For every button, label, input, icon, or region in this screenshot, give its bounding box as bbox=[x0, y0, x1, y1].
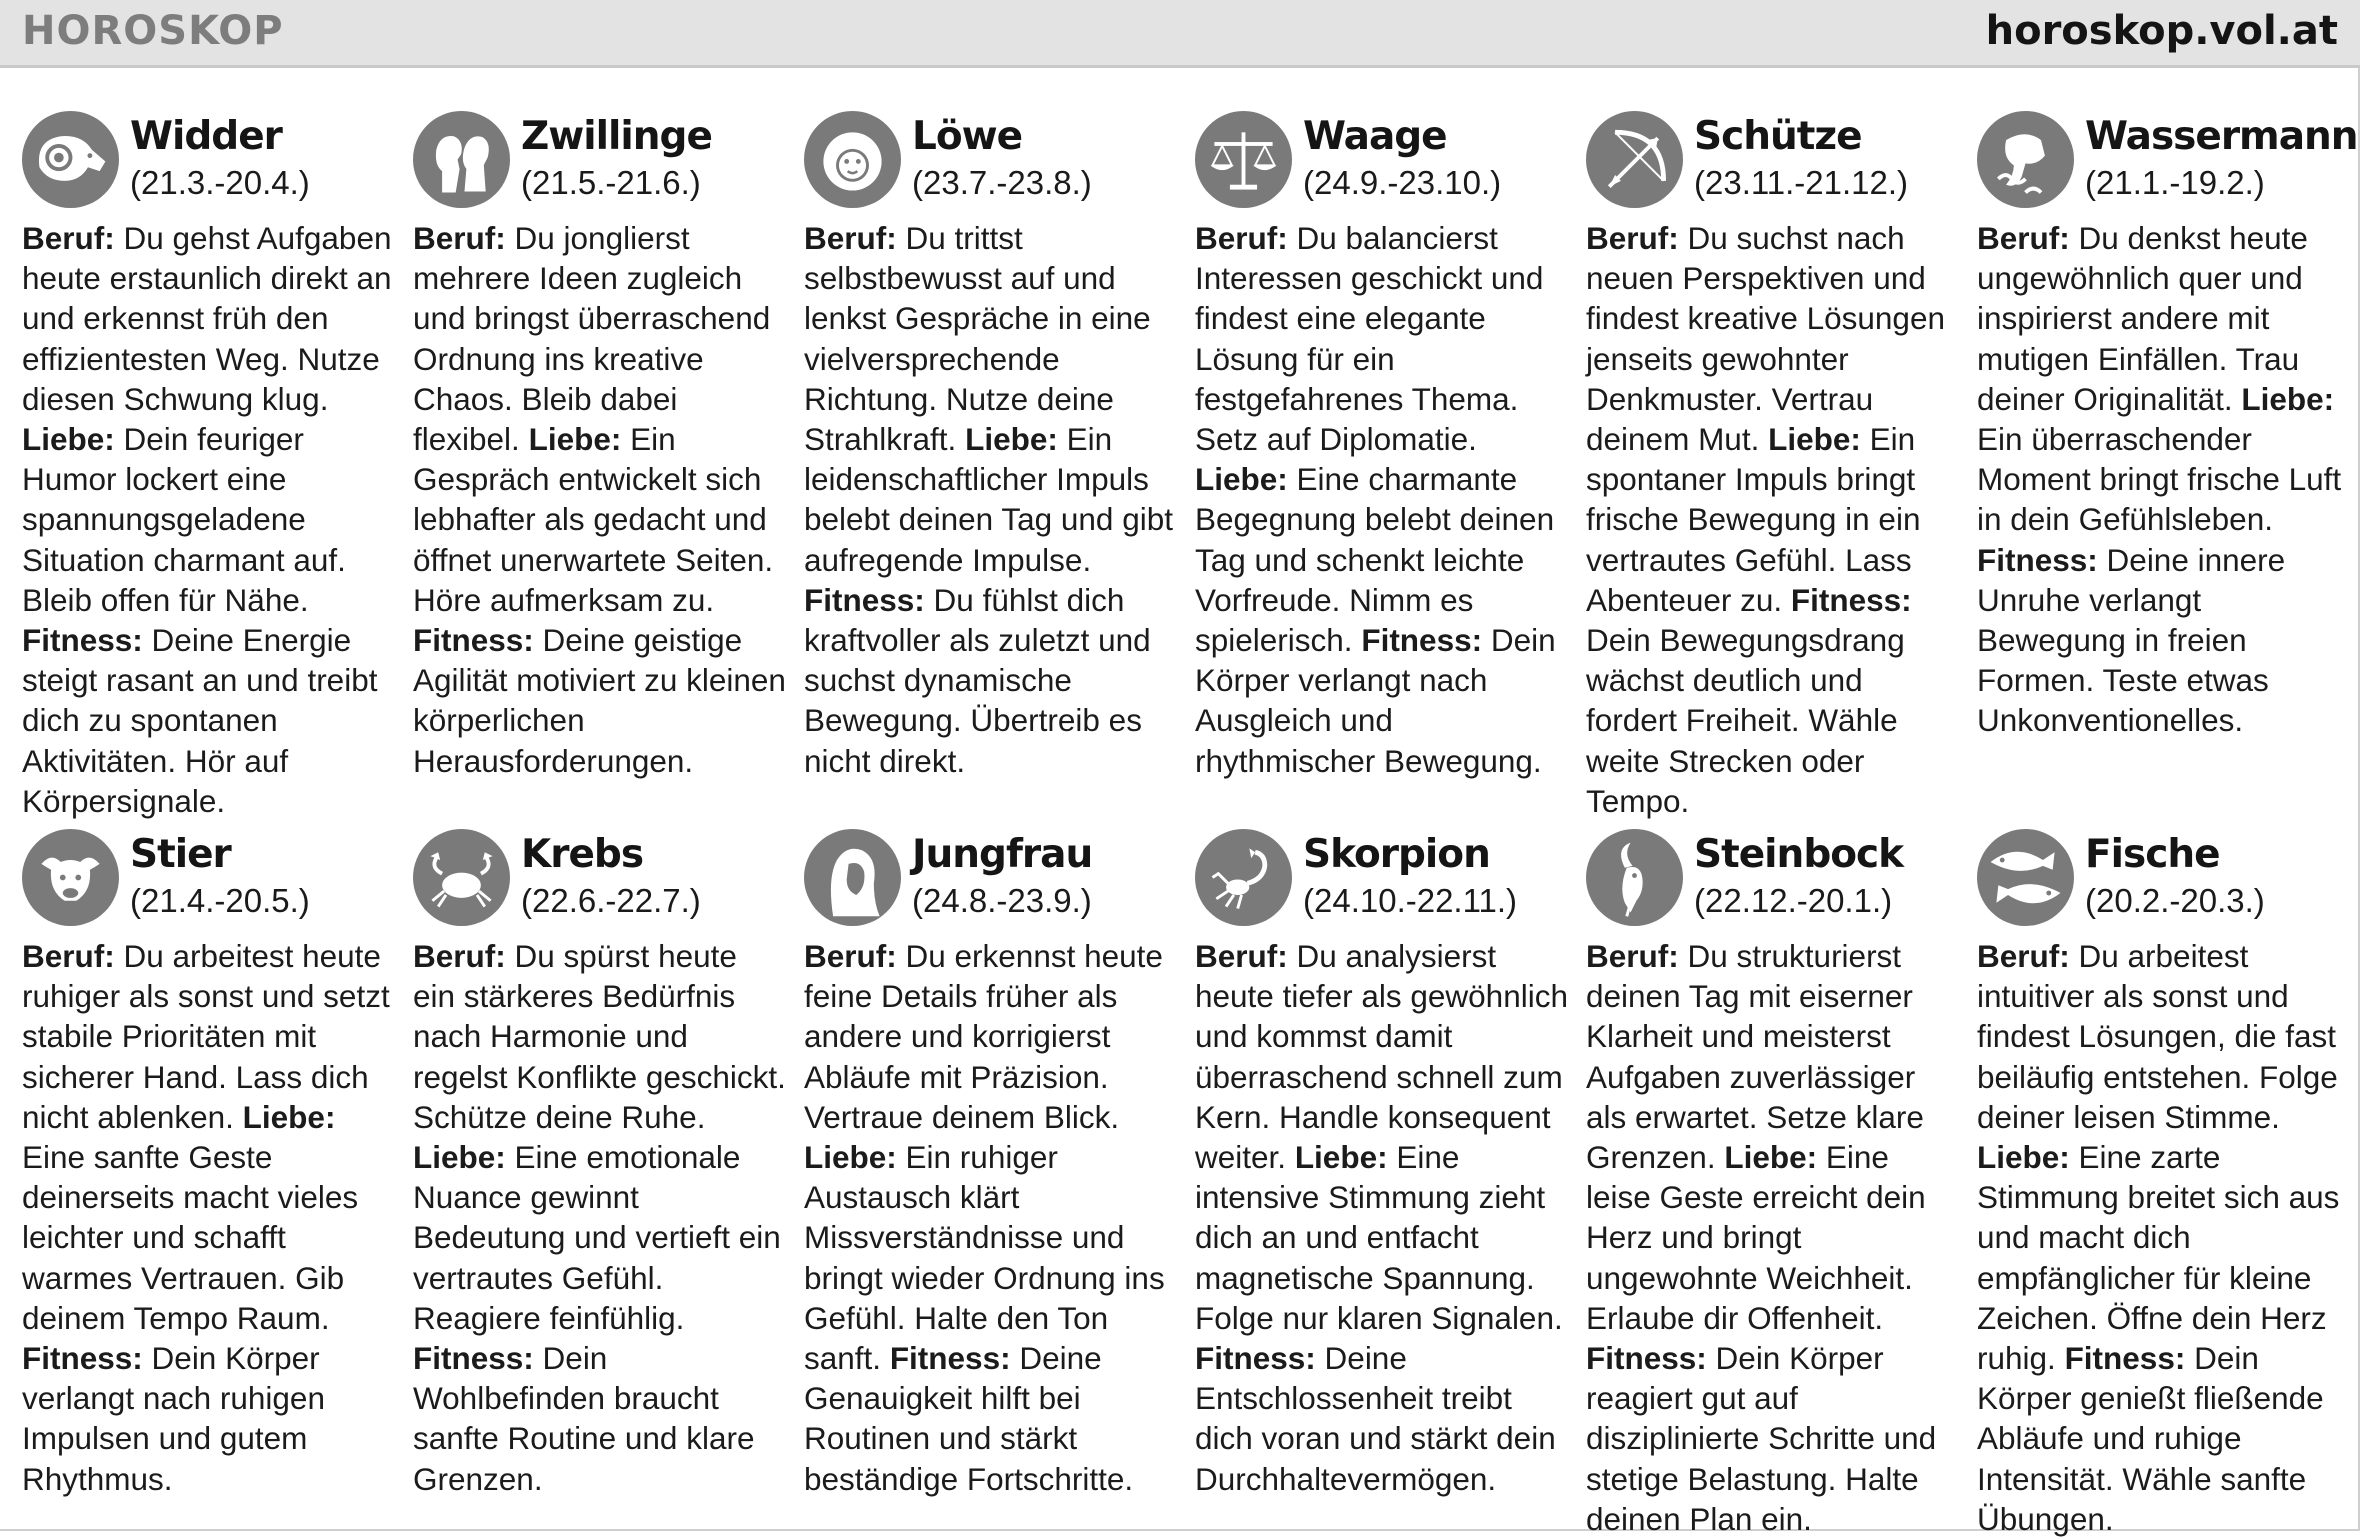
sign-text bbox=[1977, 218, 2351, 741]
scorpion-icon bbox=[1195, 829, 1292, 926]
liebe-label: Liebe: bbox=[965, 421, 1058, 458]
fitness-label: Fitness: bbox=[413, 622, 534, 659]
sign-steinbock bbox=[1586, 826, 1960, 1537]
beruf-label: Beruf: bbox=[1195, 938, 1288, 974]
fitness-text: Deine geistige Agilität motiviert zu kleinen körperlichen Herausforderungen. bbox=[413, 622, 786, 779]
fitness-text: Deine Energie steigt rasant an und treibt dich zu spontanen Aktivitäten. Hör auf Körpersignale. bbox=[22, 622, 378, 819]
sign-text bbox=[804, 218, 1178, 781]
sign-dates: (21.3.-20.4.) bbox=[130, 164, 310, 201]
sign-dates: (24.8.-23.9.) bbox=[912, 882, 1092, 919]
liebe-label: Liebe: bbox=[2241, 380, 2335, 417]
fitness-label: Fitness: bbox=[22, 622, 143, 659]
liebe-label: Liebe: bbox=[804, 1139, 897, 1176]
beruf-text: Du gehst Aufgaben heute erstaunlich direkt an und erkennst früh den effizientesten Weg. Nutze diesen Schwung klug. bbox=[22, 220, 392, 417]
fitness-label: Fitness: bbox=[413, 1340, 534, 1377]
liebe-label: Liebe: bbox=[1294, 1139, 1388, 1176]
sign-name: Stier bbox=[130, 832, 231, 877]
beruf-label: Beruf: bbox=[804, 220, 897, 256]
fish-icon bbox=[1977, 829, 2074, 926]
ram-icon bbox=[22, 111, 119, 208]
sign-name: Skorpion bbox=[1303, 832, 1490, 877]
beruf-label: Beruf: bbox=[804, 938, 897, 974]
liebe-text: Eine leise Geste erreicht dein Herz und bringt ungewohnte Weichheit. Erlaube dir Offenheit. bbox=[1586, 1139, 1926, 1336]
site-link[interactable]: horoskop.vol.at bbox=[1985, 8, 2338, 54]
page-title: HOROSKOP bbox=[22, 8, 284, 54]
sign-name: Wassermann bbox=[2085, 114, 2358, 159]
sign-text bbox=[1195, 218, 1569, 781]
sign-loewe bbox=[804, 108, 1178, 826]
fitness-text: Du fühlst dich kraftvoller als zuletzt und suchst dynamische Bewegung. Übertreib es nicht direkt. bbox=[804, 581, 1151, 779]
beruf-text: Du analysierst heute tiefer als gewöhnlich und kommst damit überraschend schnell zum Kern. Handle konsequent weiter. bbox=[1195, 938, 1568, 1176]
scales-icon bbox=[1195, 111, 1292, 208]
sign-name: Schütze bbox=[1694, 114, 1862, 159]
fitness-text: Deine innere Unruhe verlangt Bewegung in freien Formen. Teste etwas Unkonventionelles. bbox=[1977, 541, 2286, 739]
fitness-text: Dein Körper verlangt nach Ausgleich und rhythmischer Bewegung. bbox=[1195, 622, 1556, 779]
twins-icon bbox=[413, 111, 510, 208]
sign-dates: (24.10.-22.11.) bbox=[1303, 882, 1518, 919]
fitness-text: Deine Genauigkeit hilft bei Routinen und stärkt beständige Fortschritte. bbox=[804, 1340, 1134, 1497]
fitness-text: Dein Körper verlangt nach ruhigen Impulsen und gutem Rhythmus. bbox=[22, 1340, 325, 1497]
liebe-label: Liebe: bbox=[1195, 461, 1288, 498]
sign-dates: (22.12.-20.1.) bbox=[1694, 882, 1893, 919]
sign-dates: (23.11.-21.12.) bbox=[1694, 164, 1909, 201]
beruf-label: Beruf: bbox=[1586, 938, 1679, 974]
crab-icon bbox=[413, 829, 510, 926]
fitness-label: Fitness: bbox=[1977, 541, 2098, 578]
liebe-text: Eine sanfte Geste deinerseits macht vieles leichter und schafft warmes Vertrauen. Gib deinem Tempo Raum. bbox=[22, 1139, 359, 1336]
sign-waage bbox=[1195, 108, 1569, 826]
virgin-icon bbox=[804, 829, 901, 926]
lion-icon bbox=[804, 111, 901, 208]
sign-text bbox=[413, 218, 787, 781]
beruf-label: Beruf: bbox=[22, 938, 115, 974]
fitness-text: Dein Wohlbefinden braucht sanfte Routine und klare Grenzen. bbox=[413, 1340, 755, 1497]
sign-wassermann bbox=[1977, 108, 2358, 826]
sign-schuetze bbox=[1586, 108, 1960, 826]
sign-text bbox=[1586, 936, 1960, 1539]
sign-name: Jungfrau bbox=[912, 832, 1093, 877]
liebe-text: Eine zarte Stimmung breitet sich aus und macht dich empfänglicher für kleine Zeichen. Öffne dein Herz ruhig. bbox=[1977, 1139, 2340, 1377]
sign-name: Löwe bbox=[912, 114, 1023, 159]
sign-dates: (22.6.-22.7.) bbox=[521, 882, 701, 919]
fitness-label: Fitness: bbox=[889, 1340, 1011, 1377]
liebe-text: Ein Gespräch entwickelt sich lebhafter als gedacht und öffnet unerwartete Seiten. Höre aufmerksam zu. bbox=[413, 421, 774, 618]
liebe-label: Liebe: bbox=[1977, 1139, 2070, 1176]
sign-skorpion bbox=[1195, 826, 1569, 1506]
beruf-label: Beruf: bbox=[1977, 220, 2070, 256]
sign-text bbox=[22, 936, 396, 1499]
sign-name: Krebs bbox=[521, 832, 644, 877]
sign-dates: (20.2.-20.3.) bbox=[2085, 882, 2265, 919]
sign-dates: (21.5.-21.6.) bbox=[521, 164, 701, 201]
beruf-text: Du arbeitest heute ruhiger als sonst und setzt stabile Prioritäten mit sicherer Hand. Lass dich nicht ablenken. bbox=[22, 938, 390, 1135]
fitness-text: Dein Körper genießt fließende Abläufe und ruhige Intensität. Wähle sanfte Übungen. bbox=[1977, 1340, 2324, 1537]
sign-text bbox=[1195, 936, 1569, 1499]
fitness-label: Fitness: bbox=[804, 581, 925, 618]
beruf-label: Beruf: bbox=[413, 220, 506, 256]
sign-dates: (21.4.-20.5.) bbox=[130, 882, 310, 919]
liebe-text: Eine charmante Begegnung belebt deinen Tag und schenkt leichte Vorfreude. Nimm es spielerisch. bbox=[1195, 461, 1555, 659]
sign-dates: (24.9.-23.10.) bbox=[1303, 164, 1502, 201]
sign-name: Waage bbox=[1303, 114, 1447, 159]
fitness-text: Deine Entschlossenheit treibt dich voran und stärkt dein Durchhaltevermögen. bbox=[1195, 1340, 1556, 1497]
beruf-text: Du jonglierst mehrere Ideen zugleich und bringst überraschend Ordnung ins kreative Chaos. Bleib dabei flexibel. bbox=[413, 220, 771, 458]
liebe-text: Eine intensive Stimmung zieht dich an und entfacht magnetische Spannung. Folge nur klaren Signalen. bbox=[1195, 1139, 1563, 1336]
sign-text bbox=[1586, 218, 1960, 821]
sign-dates: (21.1.-19.2.) bbox=[2085, 164, 2265, 201]
sign-krebs bbox=[413, 826, 787, 1506]
sign-text bbox=[22, 218, 396, 821]
liebe-text: Ein überraschender Moment bringt frische Luft in dein Gefühlsleben. bbox=[1977, 421, 2342, 538]
bull-icon bbox=[22, 829, 119, 926]
sign-zwillinge bbox=[413, 108, 787, 826]
beruf-label: Beruf: bbox=[1977, 938, 2070, 974]
beruf-text: Du spürst heute ein stärkeres Bedürfnis nach Harmonie und regelst Konflikte geschickt. Schütze deine Ruhe. bbox=[413, 938, 786, 1135]
liebe-text: Ein leidenschaftlicher Impuls belebt deinen Tag und gibt aufregende Impulse. bbox=[804, 421, 1173, 578]
fitness-label: Fitness: bbox=[1790, 581, 1912, 618]
liebe-text: Ein ruhiger Austausch klärt Missverständnisse und bringt wieder Ordnung ins Gefühl. Halte den Ton sanft. bbox=[804, 1139, 1165, 1377]
liebe-text: Ein spontaner Impuls bringt frische Bewegung in ein vertrautes Gefühl. Lass Abenteuer zu. bbox=[1586, 421, 1921, 618]
sign-text bbox=[1977, 936, 2351, 1539]
beruf-text: Du erkennst heute feine Details früher als andere und korrigierst Abläufe mit Präzision. Vertraue deinem Blick. bbox=[804, 938, 1163, 1135]
beruf-text: Du trittst selbstbewusst auf und lenkst Gespräche in eine vielversprechende Richtung. Nutze deine Strahlkraft. bbox=[804, 220, 1151, 458]
signs-grid bbox=[22, 108, 2358, 1537]
ibex-icon bbox=[1586, 829, 1683, 926]
liebe-label: Liebe: bbox=[528, 421, 622, 458]
beruf-label: Beruf: bbox=[22, 220, 115, 256]
fitness-label: Fitness: bbox=[2064, 1340, 2186, 1377]
liebe-label: Liebe: bbox=[1724, 1139, 1818, 1176]
fitness-label: Fitness: bbox=[1361, 622, 1483, 659]
sign-dates: (23.7.-23.8.) bbox=[912, 164, 1092, 201]
liebe-label: Liebe: bbox=[22, 421, 115, 458]
beruf-text: Du denkst heute ungewöhnlich quer und inspirierst andere mit mutigen Einfällen. Trau deiner Originalität. bbox=[1977, 220, 2308, 417]
sign-fische bbox=[1977, 826, 2351, 1537]
sign-name: Widder bbox=[130, 114, 282, 159]
beruf-text: Du suchst nach neuen Perspektiven und findest kreative Lösungen jenseits gewohnter Denkmuster. Vertrau deinem Mut. bbox=[1586, 220, 1945, 458]
beruf-label: Beruf: bbox=[413, 938, 506, 974]
liebe-label: Liebe: bbox=[242, 1098, 336, 1135]
header-bar bbox=[0, 0, 2360, 68]
sign-text bbox=[413, 936, 787, 1499]
sign-name: Fische bbox=[2085, 832, 2220, 877]
archer-icon bbox=[1586, 111, 1683, 208]
fitness-label: Fitness: bbox=[1586, 1340, 1707, 1377]
beruf-text: Du arbeitest intuitiver als sonst und findest Lösungen, die fast beiläufig entstehen. Folge deiner leisen Stimme. bbox=[1977, 938, 2338, 1135]
sign-stier bbox=[22, 826, 396, 1506]
sign-name: Zwillinge bbox=[521, 114, 712, 159]
fitness-text: Dein Bewegungsdrang wächst deutlich und fordert Freiheit. Wähle weite Strecken oder Tempo. bbox=[1586, 622, 1905, 819]
sign-jungfrau bbox=[804, 826, 1178, 1506]
beruf-text: Du strukturierst deinen Tag mit eiserner Klarheit und meisterst Aufgaben zuverlässiger als erwartet. Setze klare Grenzen. bbox=[1586, 938, 1924, 1176]
beruf-text: Du balancierst Interessen geschickt und findest eine elegante Lösung für ein festgefahrenes Thema. Setz auf Diplomatie. bbox=[1195, 220, 1544, 458]
sign-widder bbox=[22, 108, 396, 826]
sign-text bbox=[804, 936, 1178, 1499]
fitness-label: Fitness: bbox=[1195, 1340, 1316, 1377]
beruf-label: Beruf: bbox=[1586, 220, 1679, 256]
sign-name: Steinbock bbox=[1694, 832, 1904, 877]
liebe-text: Dein feuriger Humor lockert eine spannungsgeladene Situation charmant auf. Bleib offen für Nähe. bbox=[22, 421, 346, 618]
liebe-label: Liebe: bbox=[1768, 421, 1861, 458]
water-bearer-icon bbox=[1977, 111, 2074, 208]
liebe-text: Eine emotionale Nuance gewinnt Bedeutung und vertieft ein vertrautes Gefühl. Reagiere feinfühlig. bbox=[413, 1139, 781, 1336]
fitness-label: Fitness: bbox=[22, 1340, 143, 1377]
fitness-text: Dein Körper reagiert gut auf disziplinierte Schritte und stetige Belastung. Halte deinen Plan ein. bbox=[1586, 1340, 1937, 1537]
liebe-label: Liebe: bbox=[413, 1139, 506, 1176]
beruf-label: Beruf: bbox=[1195, 220, 1288, 256]
